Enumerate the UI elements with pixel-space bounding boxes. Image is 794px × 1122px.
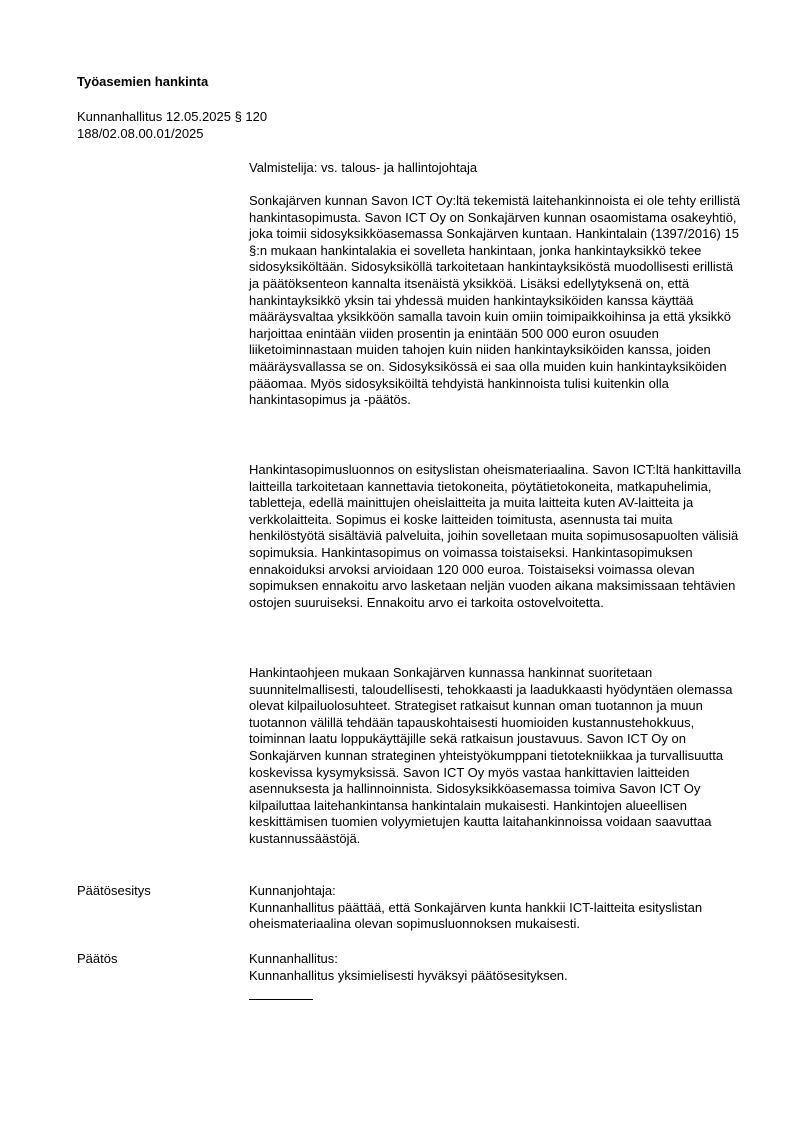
body-paragraph: Sonkajärven kunnan Savon ICT Oy:ltä tekemistä laitehankinnoista ei ole tehty erillistä hankintasopimusta. Savon ICT Oy on Sonkajärven kunnan osaomistama osakeyhtiö, joka toimii sidosyksikköasemassa Sonkajärven kuntaan. Hankintalain (1397/2016) 15 §:n mukaan hankintalakia ei sovelleta hankintaan, jonka hankintayksikkö tekee sidosyksiköltään. Sidosyksiköllä tarkoitetaan hankintayksiköstä muodollisesti erillistä ja päätöksenteon kannalta itsenäistä yksikköä. Lisäksi edellytyksenä on, että hankintayksikkö yksin tai yhdessä muiden hankintayksiköiden kanssa käyttää määräysvaltaa yksikköön samalla tavoin kuin omiin toimipaikkoihinsa ja että yksikkö harjoittaa enintään viiden prosentin ja enintään 500 000 euron osuuden liiketoiminnastaan muiden tahojen kuin niiden hankintayksiköiden kanssa, joiden määräysvallassa se on. Sidosyksikössä ei saa olla muiden kuin hankintayksiköiden pääomaa. Myös sidosyksiköiltä tehdyistä hankinnoista tulisi kuitenkin olla hankintasopimus ja -päätös.: [249, 193, 741, 408]
preparer-line: Valmistelija: vs. talous- ja hallintojohtaja: [249, 160, 478, 175]
record-number: 188/02.08.00.01/2025: [77, 125, 204, 141]
proposal-section: [249, 883, 744, 933]
decision-speaker: Kunnanhallitus:: [249, 951, 338, 966]
proposal-label: Päätösesitys: [77, 883, 151, 898]
body-paragraph: Hankintasopimusluonnos on esityslistan oheismateriaalina. Savon ICT:ltä hankittavilla laitteilla tarkoitetaan kannettavia tietokoneita, pöytätietokoneita, matkapuhelimia, tabletteja, edellä mainittujen oheislaitteita ja muita laitteita kuten AV-laitteita ja verkkolaitteita. Sopimus ei koske laitteiden toimitusta, asennusta tai muita henkilöstyötä sisältäviä palveluita, joihin sovelletaan muita sopimusosapuolten välisiä sopimuksia. Hankintasopimus on voimassa toistaiseksi. Hankintasopimuksen ennakoiduksi arvoksi arvioidaan 120 000 euroa. Toistaiseksi voimassa olevan sopimuksen ennakoitu arvo lasketaan neljän vuoden aikana maksimissaan tehtävien ostojen suuruiseksi. Ennakoitu arvo ei tarkoita ostovelvoitetta.: [249, 462, 742, 610]
decision-section: [249, 951, 744, 984]
meeting-info: [77, 109, 267, 142]
meeting-reference: Kunnanhallitus 12.05.2025 § 120: [77, 109, 268, 124]
decision-text: Kunnanhallitus yksimielisesti hyväksyi päätösesityksen.: [249, 967, 568, 983]
body-paragraph: Hankintaohjeen mukaan Sonkajärven kunnassa hankinnat suoritetaan suunnitelmallisesti, taloudellisesti, tehokkaasti ja laadukkaasti hyödyntäen olemassa olevat kilpailuolosuhteet. Strategiset ratkaisut kunnan oman tuotannon ja muun tuotannon välillä tehdään tapauskohtaisesti huomioiden kustannustehokkuus, toiminnan laatu loppukäyttäjille sekä ratkaisun joustavuus. Savon ICT Oy on Sonkajärven kunnan strateginen yhteistyökumppani tietotekniikkaa ja turvallisuutta koskevissa kysymyksissä. Savon ICT Oy myös vastaa hankittavien laitteiden asennuksesta ja hallinnoinnista. Sidosyksikköasemassa toimiva Savon ICT Oy kilpailuttaa laitehankintansa hankintalain mukaisesti. Hankintojen alueellisen keskittämisen tuomien volyymietujen kautta laitahankinnoissa voidaan saavuttaa kustannussäästöjä.: [249, 665, 733, 846]
signature-line: [249, 999, 313, 1000]
proposal-speaker: Kunnanjohtaja:: [249, 883, 336, 898]
decision-label: Päätös: [77, 951, 118, 966]
proposal-text: Kunnanhallitus päättää, että Sonkajärven kunta hankkii ICT-laitteita esityslistan oheismateriaalina olevan sopimusluonnoksen mukaisesti.: [249, 899, 703, 932]
document-title: Työasemien hankinta: [77, 74, 209, 89]
